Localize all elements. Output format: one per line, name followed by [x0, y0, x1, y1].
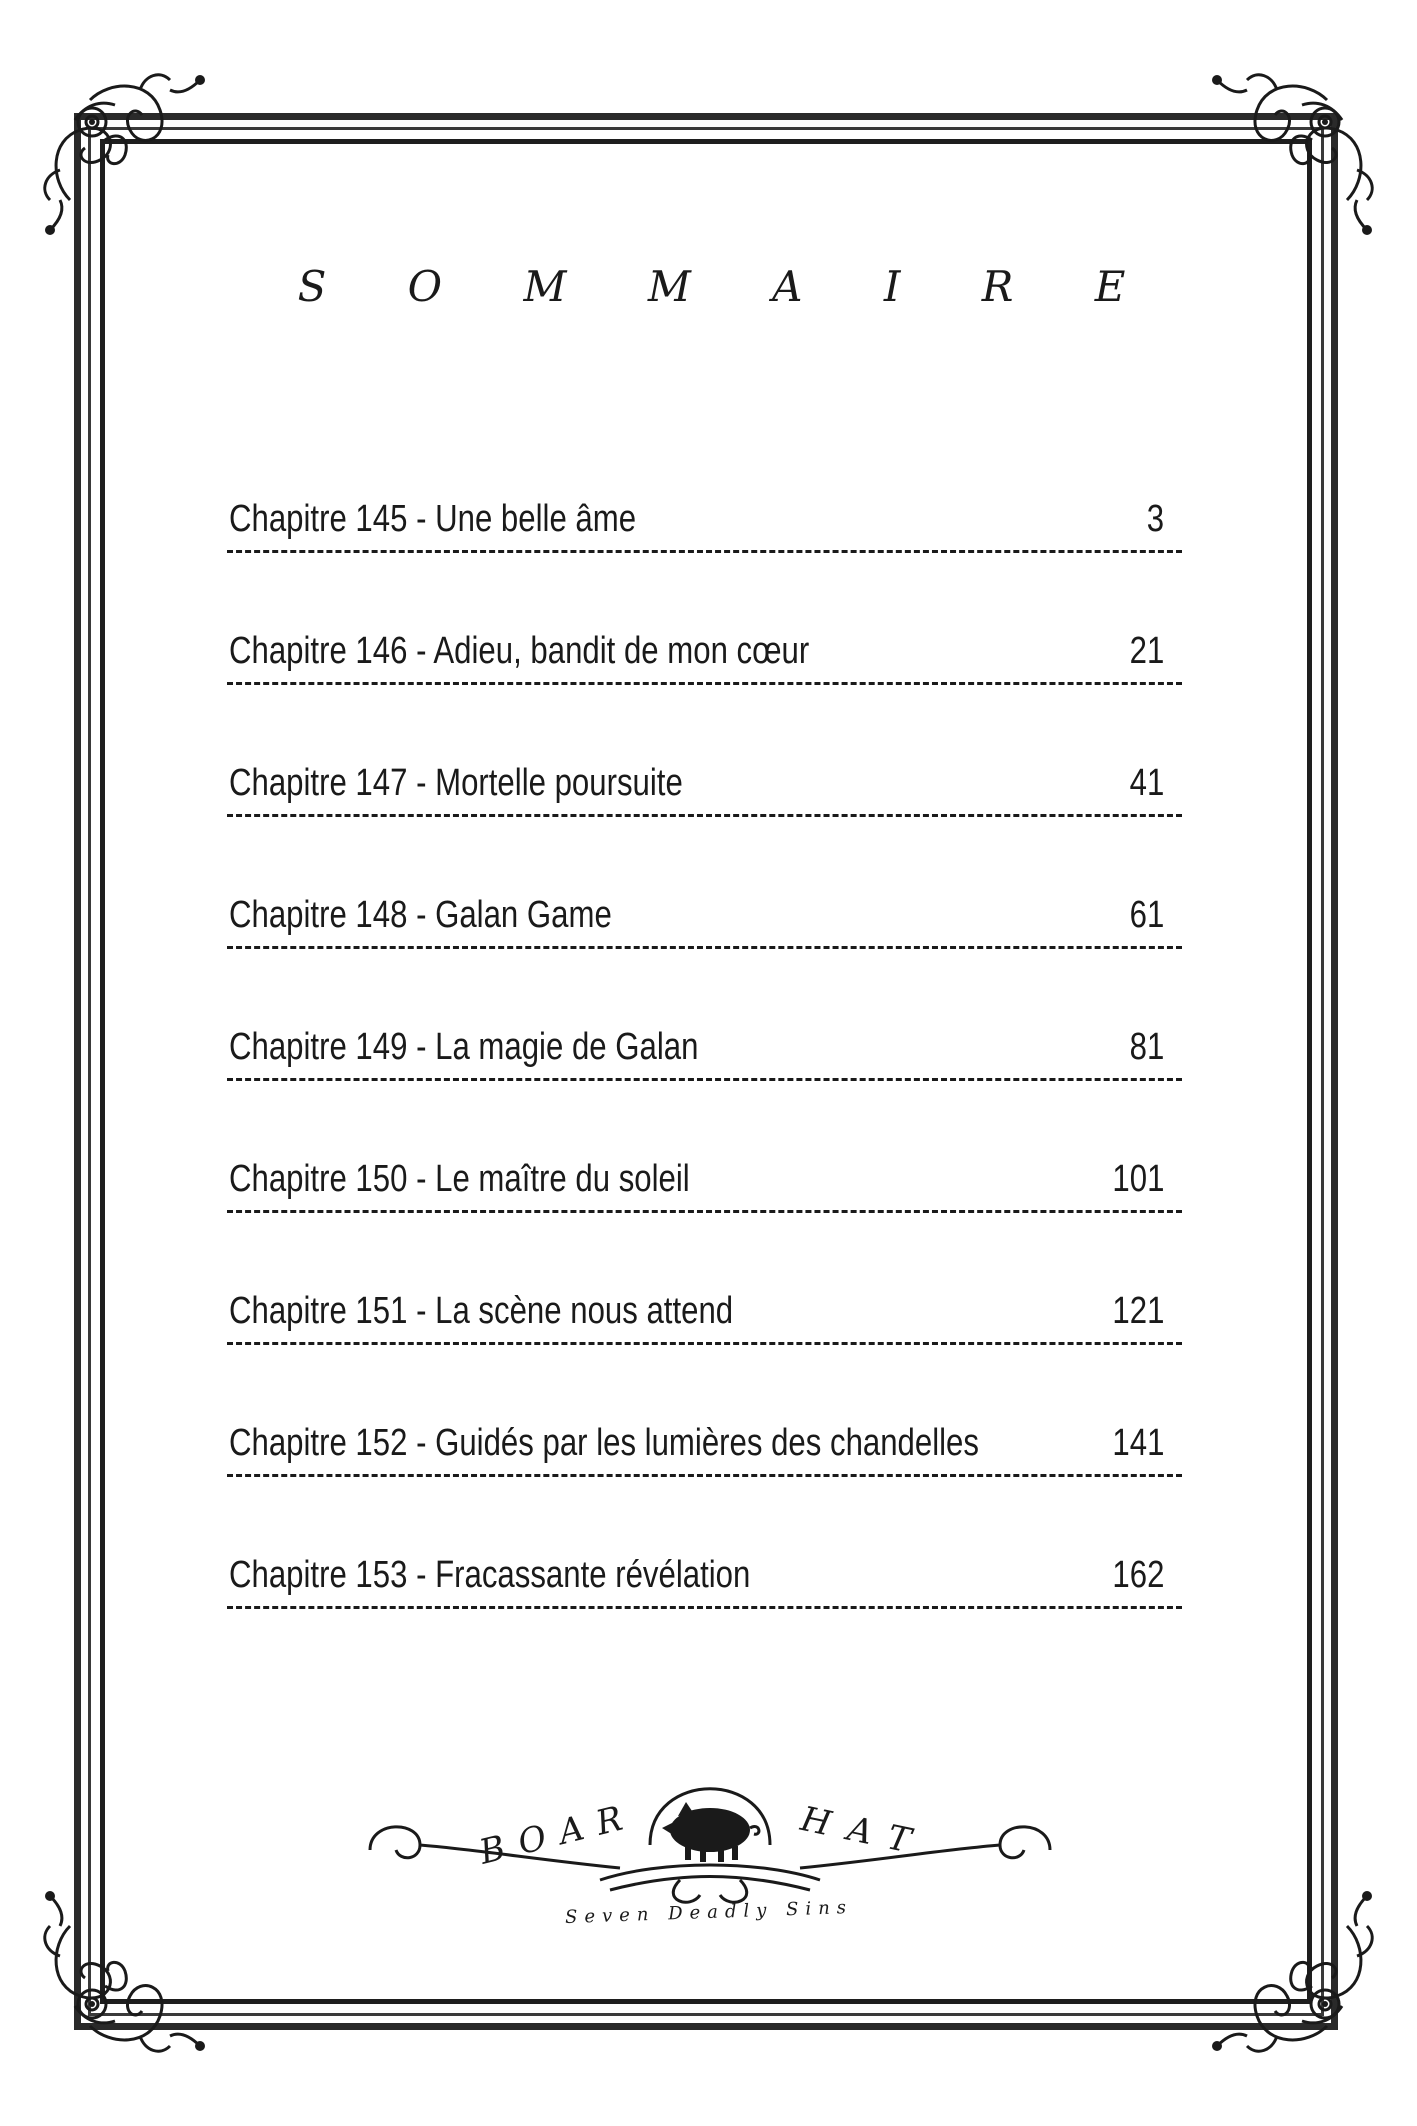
ornate-corner-icon	[1187, 60, 1387, 260]
dashed-divider	[227, 1474, 1182, 1477]
boar-hat-logo	[360, 1750, 1060, 1950]
toc-entry-page: 121	[1112, 1290, 1164, 1332]
page-title: S O M M A I R E	[297, 262, 1160, 311]
toc-entry-label: Chapitre 151 - La scène nous attend	[229, 1290, 734, 1332]
toc-entry[interactable]	[227, 1544, 1182, 1676]
toc-entry-page: 101	[1112, 1158, 1164, 1200]
toc-entry-label: Chapitre 152 - Guidés par les lumières des chandelles	[229, 1422, 979, 1464]
toc-entry-label: Chapitre 146 - Adieu, bandit de mon cœur	[229, 630, 810, 672]
toc-entry-page: 41	[1129, 762, 1164, 804]
ornate-corner-icon	[30, 1866, 230, 2066]
toc-entry-label: Chapitre 149 - La magie de Galan	[229, 1026, 699, 1068]
toc-entry[interactable]	[227, 884, 1182, 1016]
ornate-corner-icon	[1187, 1866, 1387, 2066]
toc-entry[interactable]	[227, 1280, 1182, 1412]
dashed-divider	[227, 1606, 1182, 1609]
dashed-divider	[227, 814, 1182, 817]
dashed-divider	[227, 1078, 1182, 1081]
toc-entry-page: 61	[1129, 894, 1164, 936]
toc-entry[interactable]	[227, 1148, 1182, 1280]
dashed-divider	[227, 682, 1182, 685]
toc-entry-page: 162	[1112, 1554, 1164, 1596]
toc-entry-label: Chapitre 148 - Galan Game	[229, 894, 612, 936]
table-of-contents	[227, 488, 1182, 1676]
toc-entry-label: Chapitre 145 - Une belle âme	[229, 498, 637, 540]
dashed-divider	[227, 550, 1182, 553]
dashed-divider	[227, 1342, 1182, 1345]
dashed-divider	[227, 1210, 1182, 1213]
pig-icon	[662, 1802, 759, 1862]
dashed-divider	[227, 946, 1182, 949]
toc-entry[interactable]	[227, 620, 1182, 752]
ornate-corner-icon	[30, 60, 230, 260]
toc-entry-label: Chapitre 153 - Fracassante révélation	[229, 1554, 751, 1596]
toc-entry-page: 3	[1146, 498, 1164, 540]
toc-entry[interactable]	[227, 488, 1182, 620]
toc-entry-page: 81	[1129, 1026, 1164, 1068]
logo-left-word: BOAR	[475, 1795, 641, 1873]
toc-entry[interactable]	[227, 1412, 1182, 1544]
toc-entry[interactable]	[227, 752, 1182, 884]
toc-entry[interactable]	[227, 1016, 1182, 1148]
toc-entry-label: Chapitre 147 - Mortelle poursuite	[229, 762, 683, 804]
logo-subtitle: Seven Deadly Sins	[564, 1896, 854, 1929]
toc-entry-page: 21	[1129, 630, 1164, 672]
toc-entry-page: 141	[1112, 1422, 1164, 1464]
logo-right-word: HAT	[797, 1799, 932, 1865]
toc-entry-label: Chapitre 150 - Le maître du soleil	[229, 1158, 690, 1200]
